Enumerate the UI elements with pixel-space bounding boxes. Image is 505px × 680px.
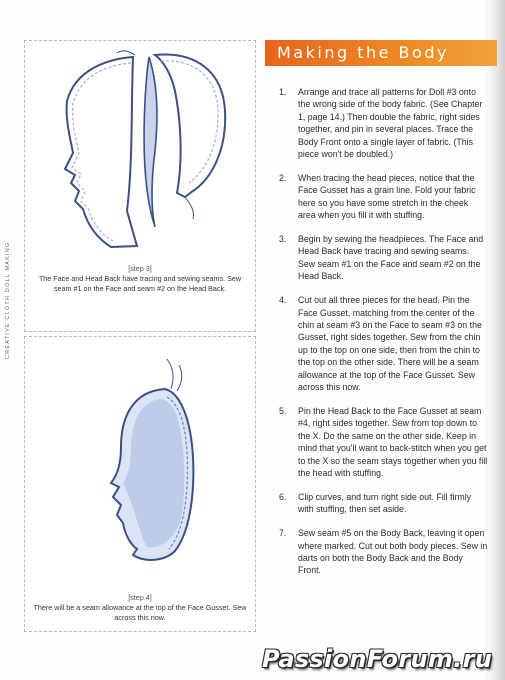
step-label: [step 3] <box>128 264 152 273</box>
step-number: 7. <box>279 528 287 539</box>
figure-panel-step-4 <box>24 336 256 632</box>
site-watermark: PassionForum.ru <box>262 645 493 673</box>
face-piece-outline <box>65 57 137 247</box>
list-item <box>276 527 488 577</box>
step-number: 5. <box>279 405 287 416</box>
list-item <box>276 405 488 479</box>
step-text: Begin by sewing the headpieces. The Face and Head Back have tracing and sewing seams. Sew seam #1 on the Face and seam #2 on the Head Back. <box>298 234 484 282</box>
step-text: Cut out all three pieces for the head. Pin the Face Gusset, matching from the center of the chin at seam #3 on the Face to seam #3 on the Gusset, right sides together. Sew from the chin up to the top on one side, then from the chin to the top on the other side. There will be a seam allowance at the top of the Face Gusset. Sew across this now. <box>298 295 482 393</box>
step-number: 1. <box>279 87 287 97</box>
thread-tail-2 <box>185 197 194 219</box>
step-text: Arrange and trace all patterns for Doll #3 onto the wrong side of the body fabric. (See Chapter 1, page 14.) Then double the fabric, right sides together, and pin in several places. Trace the Body Front onto a single layer of fabric. (This piece won't be doubled.) <box>298 87 483 160</box>
step-text: Sew seam #5 on the Body Back, leaving it open where marked. Cut out both body pieces. Sew in darts on both the Body Back and the Body Front. <box>298 528 488 576</box>
list-item <box>276 233 488 283</box>
section-header-bar <box>265 40 497 66</box>
thread-tail-3 <box>167 359 173 389</box>
caption-text: There will be a seam allowance at the top of the Face Gusset. Sew across this now. <box>33 603 247 622</box>
figure-caption-step-4 <box>33 593 247 623</box>
step-text: When tracing the head pieces, notice that the Face Gusset has a grain line. Fold your fabric here so you have some stretch in the cheek area when you fill it with stuffing. <box>298 172 476 221</box>
step-number: 3. <box>279 234 287 245</box>
head-back-sewing-line <box>161 61 218 183</box>
list-item <box>276 491 488 516</box>
thread-tail-1 <box>117 51 135 55</box>
sewn-face-illustration <box>25 337 257 633</box>
thread-tail-4 <box>177 365 182 391</box>
step-number: 6. <box>279 491 287 502</box>
step-number: 2. <box>279 172 287 183</box>
step-text: Clip curves, and turn right side out. Fill firmly with stuffing, then set aside. <box>298 491 472 515</box>
list-item <box>276 172 488 222</box>
head-back-outline <box>155 54 225 197</box>
list-item <box>276 294 488 393</box>
section-title: Making the Body <box>277 43 449 62</box>
face-piece-sewing-line <box>72 63 131 241</box>
list-item <box>276 86 488 160</box>
step-text: Pin the Head Back to the Face Gusset at seam #4, right sides together. Sew from top down to the X. Do the same on the other side. Keep in mind that you'll want to back-stitch when you get to the X so the seam stays together when you fill the head with stuffing. <box>298 405 488 478</box>
step-number: 4. <box>279 295 287 306</box>
step-label: [step 4] <box>128 593 152 602</box>
side-running-title: CREATIVE CLOTH DOLL MAKING <box>5 241 11 359</box>
figure-caption-step-3 <box>33 264 247 294</box>
instruction-steps-list <box>276 86 488 588</box>
figure-panel-step-3 <box>24 40 256 332</box>
face-gusset-strip <box>144 57 157 227</box>
caption-text: The Face and Head Back have tracing and sewing seams. Sew seam #1 on the Face and seam #2 on the Head Back. <box>38 274 242 293</box>
